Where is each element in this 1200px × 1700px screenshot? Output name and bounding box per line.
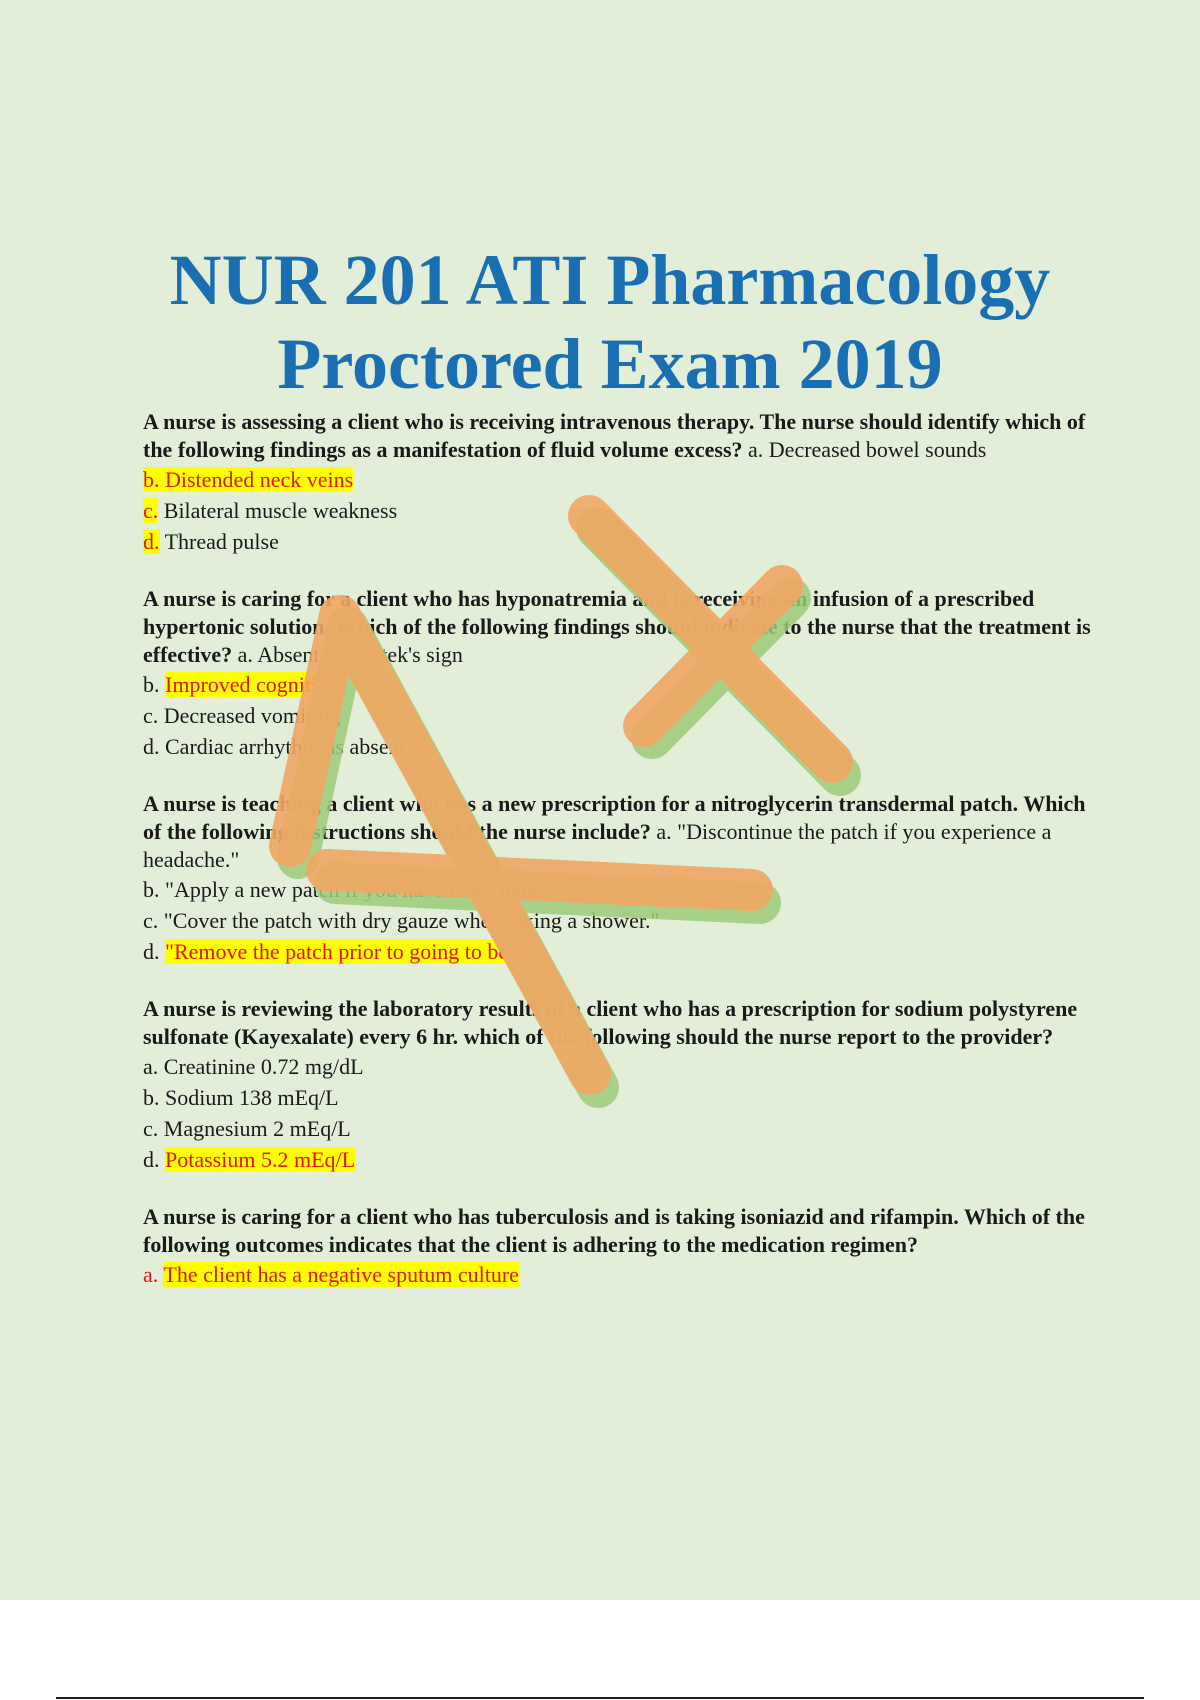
option-a: a. Absent Chvostek's sign xyxy=(237,642,463,667)
option-b: b. Improved cognition xyxy=(143,672,340,697)
option-d: d. "Remove the patch prior to going to bed." xyxy=(143,939,534,964)
option-a: a. Creatinine 0.72 mg/dL xyxy=(143,1054,364,1079)
option-c: c. "Cover the patch with dry gauze when taking a shower." xyxy=(143,908,660,933)
option-c: c. Bilateral muscle weakness xyxy=(143,498,398,523)
correct-answer: Distended neck veins xyxy=(165,467,354,492)
option-a: a. "Discontinue the patch if you experience a headache." xyxy=(143,819,1052,872)
question-stem: A nurse is assessing a client who is receiving intravenous therapy. The nurse should identify which of the following findings as a manifestation of fluid volume excess? a. Decreased bowel sounds xyxy=(143,409,1086,462)
page-title xyxy=(0,238,1200,406)
option-c: c. Magnesium 2 mEq/L xyxy=(143,1116,351,1141)
question-2 xyxy=(143,585,1093,762)
question-stem: A nurse is caring for a client who has hyponatremia and is receiving an infusion of a prescribed hypertonic solution. Which of the following findings should indicate to the nurse that the treatment is effective? a. Absent Chvostek's sign xyxy=(143,586,1091,667)
option-d: d. Cardiac arrhythmias absent xyxy=(143,734,406,759)
option-a: a. Decreased bowel sounds xyxy=(748,437,987,462)
question-stem: A nurse is reviewing the laboratory results of a client who has a prescription for sodium polystyrene sulfonate (Kayexalate) every 6 hr. which of the following should the nurse report to the provider? xyxy=(143,996,1078,1049)
footer-divider xyxy=(56,1697,1144,1699)
correct-answer: The client has a negative sputum culture xyxy=(163,1262,519,1287)
question-stem: A nurse is caring for a client who has tuberculosis and is taking isoniazid and rifampin. Which of the following outcomes indicates that the client is adhering to the medication regimen? xyxy=(143,1204,1085,1257)
question-4 xyxy=(143,995,1093,1175)
option-b: b. Distended neck veins xyxy=(143,467,354,492)
correct-answer: "Remove the patch prior to going to bed." xyxy=(165,939,534,964)
option-c: c. Decreased vomiting xyxy=(143,703,341,728)
option-d: d. Thread pulse xyxy=(143,529,279,554)
correct-answer: Improved cognition xyxy=(165,672,340,697)
question-1 xyxy=(143,408,1093,557)
option-d: d. Potassium 5.2 mEq/L xyxy=(143,1147,356,1172)
question-3 xyxy=(143,790,1093,967)
option-a: a. The client has a negative sputum culture xyxy=(143,1262,519,1287)
correct-answer: Potassium 5.2 mEq/L xyxy=(165,1147,356,1172)
question-stem: A nurse is teaching a client who has a new prescription for a nitroglycerin transdermal patch. Which of the following instructions should the nurse include? a. "Discontinue the patch if you experience a headache." xyxy=(143,791,1086,872)
option-b: b. "Apply a new patch if you have chest pain." xyxy=(143,877,553,902)
question-list xyxy=(143,408,1093,1318)
title-line-2: Proctored Exam 2019 xyxy=(277,324,943,404)
option-b: b. Sodium 138 mEq/L xyxy=(143,1085,339,1110)
question-5 xyxy=(143,1203,1093,1290)
title-line-1: NUR 201 ATI Pharmacology xyxy=(169,240,1051,320)
